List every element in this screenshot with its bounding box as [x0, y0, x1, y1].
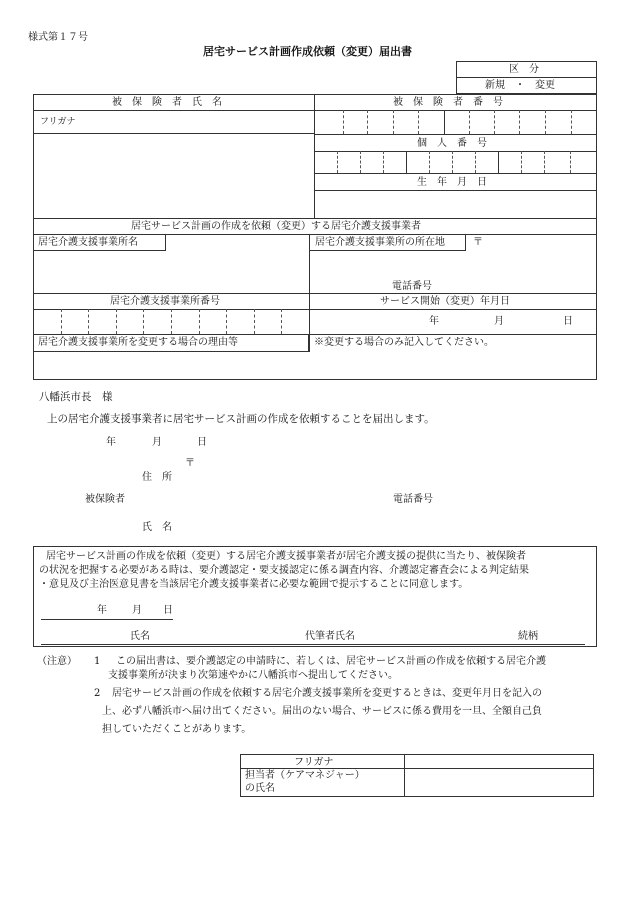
declaration-name-field[interactable]: [200, 516, 580, 536]
category-options[interactable]: 新規 ・ 変更: [485, 80, 555, 91]
declaration-address-field[interactable]: [200, 465, 580, 485]
declaration-day: 日: [197, 437, 207, 448]
consent-line-1: 居宅サービス計画の作成を依頼（変更）する居宅介護支援事業者が居宅介護支援の提供に当たり、被保険者: [46, 551, 526, 562]
consent-day: 日: [163, 605, 173, 616]
office-address-field[interactable]: [310, 252, 596, 279]
consent-line-2: の状況を把握する必要がある時は、要介護認定・要支援認定に係る調査内容、介護認定審査会による判定結果: [39, 565, 529, 576]
office-name-field[interactable]: [34, 252, 308, 292]
consent-line-3: ・意見及び主治医意見書を当該居宅介護支援事業者に必要な範囲で提示することに同意します。: [39, 579, 469, 590]
note-2-line-1: 居宅サービス計画の作成を依頼する居宅介護支援事業所を変更するときは、変更年月日を記入の: [112, 688, 542, 699]
individual-number-header: 個 人 番 号: [417, 138, 487, 149]
furigana-label: フリガナ: [40, 117, 76, 127]
declaration-postal-mark: 〒: [185, 458, 195, 469]
office-phone-label: 電話番号: [392, 281, 432, 292]
consent-proxy-field[interactable]: [365, 628, 505, 644]
service-start-year: 年: [429, 316, 439, 327]
insured-number-field[interactable]: [315, 111, 596, 133]
address-label: 住 所: [142, 472, 172, 483]
manager-name-field[interactable]: [405, 769, 593, 796]
addressee: 八幡浜市長 様: [39, 391, 113, 403]
insured-number-header: 被 保 険 者 番 号: [393, 97, 503, 108]
note-1-line-2: 支援事業所が決まり次第速やかに八幡浜市へ提出してください。: [108, 670, 398, 681]
office-section-header: 居宅サービス計画の作成を依頼（変更）する居宅介護支援事業者: [131, 221, 421, 232]
consent-name-field[interactable]: [160, 628, 290, 644]
declaration-name-label: 氏 名: [142, 522, 172, 533]
service-start-header: サービス開始（変更）年月日: [380, 296, 510, 307]
manager-furigana-label: フリガナ: [294, 757, 334, 768]
declaration-statement: 上の居宅介護支援事業者に居宅サービス計画の作成を依頼することを届出します。: [47, 413, 435, 425]
individual-number-field[interactable]: [315, 152, 596, 172]
declaration-year: 年: [106, 437, 116, 448]
office-number-field[interactable]: [34, 310, 308, 333]
office-number-header: 居宅介護支援事業所番号: [110, 296, 220, 307]
office-name-label: 居宅介護支援事業所名: [38, 237, 138, 248]
consent-month: 月: [132, 605, 142, 616]
declaration-phone-label: 電話番号: [393, 494, 433, 505]
office-address-label: 居宅介護支援事業所の所在地: [315, 237, 445, 248]
office-postal-mark: 〒: [473, 237, 483, 248]
note-2-line-3: 担していただくことがあります。: [102, 724, 252, 735]
note-1-line-1: この届出書は、要介護認定の申請時に、若しくは、居宅サービス計画の作成を依頼する居宅介護: [116, 656, 546, 667]
category-header: 区 分: [509, 64, 539, 75]
manager-name-label-2: の氏名: [245, 783, 275, 794]
declaration-month: 月: [152, 437, 162, 448]
form-number: 様式第１７号: [28, 32, 88, 43]
consent-name-label: 氏名: [130, 631, 150, 642]
manager-furigana-field[interactable]: [405, 755, 593, 767]
consent-proxy-label: 代筆者氏名: [305, 631, 355, 642]
insured-name-field[interactable]: [34, 134, 313, 217]
consent-year: 年: [97, 605, 107, 616]
service-start-date-field[interactable]: [310, 310, 596, 333]
page-title: 居宅サービス計画作成依頼（変更）届出書: [203, 45, 412, 58]
birthdate-field[interactable]: [315, 191, 596, 217]
insured-name-header: 被 保 険 者 氏 名: [112, 97, 222, 108]
change-reason-field[interactable]: [34, 353, 596, 379]
note-2-number: 2: [94, 688, 101, 699]
note-1-number: 1: [94, 656, 101, 667]
notes-label: （注意）: [37, 656, 77, 667]
change-reason-label: 居宅介護支援事業所を変更する場合の理由等: [38, 337, 238, 348]
note-2-line-2: 上、必ず八幡浜市へ届け出てください。届出のない場合、サービスに係る費用を一旦、全額自己負: [102, 706, 542, 717]
consent-relation-field[interactable]: [545, 628, 585, 644]
service-start-day: 日: [563, 316, 573, 327]
birthdate-header: 生 年 月 日: [417, 177, 487, 188]
service-start-month: 月: [494, 316, 504, 327]
consent-relation-label: 続柄: [518, 631, 538, 642]
insured-label: 被保険者: [85, 494, 125, 505]
manager-name-label-1: 担当者（ケアマネジャー）: [245, 770, 365, 781]
change-note: ※変更する場合のみ記入してください。: [314, 337, 494, 348]
